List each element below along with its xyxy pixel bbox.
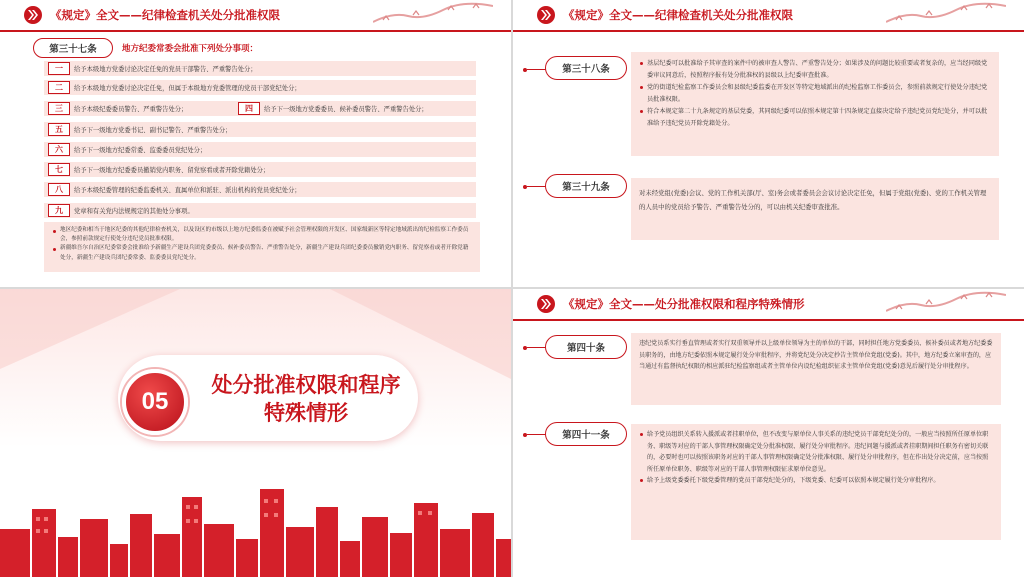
section-number: 05 bbox=[141, 388, 169, 415]
article-40-box: 违纪党员系实行垂直管理或者实行双重领导并以上级单位领导为主的单位的干部，同时担任地方党委委员、候补委员或者地方纪委委员职务的，由地方纪委依照本规定履行处分审批程序，并将党纪处分决定抄告主管单位党组(党委)。其中，地方纪委立案审查的，应当通过有监督执纪权限的相应派驻纪检监察组或者主管单位内设纪检组织征求主管单位党组(党委)意见后履行处分审批程序。 bbox=[631, 333, 1001, 405]
article-label: 第四十一条 bbox=[545, 422, 627, 446]
chevron-logo-icon bbox=[537, 295, 555, 313]
list-item: 九 党章和有关党内法规规定的其他处分事项。 bbox=[48, 203, 194, 217]
great-wall-icon bbox=[886, 291, 1006, 315]
slide-header bbox=[0, 0, 511, 32]
section-title bbox=[196, 371, 416, 427]
slide-header bbox=[513, 0, 1024, 32]
article-label: 第三十九条 bbox=[545, 174, 627, 198]
slide-2[interactable] bbox=[513, 0, 1024, 287]
note-item: 新疆维吾尔自治区纪委常委会批准给予新疆生产建设兵团党委委员、候补委员警告、严重警告处分，新疆生产建设兵团纪委委员撤销党内职务、留党察看或者开除党籍处分，新疆生产建设兵团纪委常委、监委委员党纪处分。 bbox=[52, 244, 472, 262]
chevron-logo-icon bbox=[24, 6, 42, 24]
note-item: 地区纪委和相当于地区纪委的其他纪律检查机关，以及设区的市级以上地方纪委监委在被赋予社会管理权限的开发区、国家级新区等特定地域派出的纪检监察工作委员会，参照前款规定行使处分违纪党员批准权限。 bbox=[52, 226, 472, 244]
slide-1[interactable] bbox=[0, 0, 511, 287]
slide-title: 《规定》全文——纪律检查机关处分批准权限 bbox=[50, 8, 280, 22]
header-divider bbox=[513, 30, 1024, 32]
list-item: 基层纪委可以批准给予其审查的案件中的被审查人警告、严重警告处分；如果涉及的问题比较重要或者复杂的，应当经同级党委审议同意后，按照程序报有处分批准权的县级以上纪委审查批准。 bbox=[639, 58, 991, 82]
slide-3[interactable] bbox=[0, 289, 511, 577]
chevron-logo-icon bbox=[537, 6, 555, 24]
article-39-box: 对未经党组(党委)会议、党的工作机关部(厅、室)务会或者委员会会议讨论决定任免，但属于党组(党委)、党的工作机关管理的人员中的党员给予警告、严重警告处分的，可以由机关纪委审查批准。 bbox=[631, 178, 999, 240]
slide-title: 《规定》全文——纪律检查机关处分批准权限 bbox=[563, 8, 793, 22]
great-wall-icon bbox=[886, 2, 1006, 26]
slide-header bbox=[513, 289, 1024, 321]
list-item: 三 给予本级纪委委员警告、严重警告处分； bbox=[48, 101, 187, 115]
city-skyline-icon bbox=[0, 489, 511, 577]
great-wall-icon bbox=[373, 2, 493, 26]
list-item: 四 给予下一级地方党委委员、候补委员警告、严重警告处分； bbox=[238, 101, 428, 115]
notes-box bbox=[44, 222, 480, 272]
article-label: 第四十条 bbox=[545, 335, 627, 359]
section-number-circle bbox=[122, 369, 188, 435]
list-item: 八 给予本级纪委管理的纪委监委机关、直属单位和派驻、派出机构的党员党纪处分； bbox=[48, 182, 301, 196]
slide-title: 《规定》全文——处分批准权限和程序特殊情形 bbox=[563, 297, 805, 311]
header-divider bbox=[513, 319, 1024, 321]
list-item: 一 给予本级地方党委讨论决定任免的党员干部警告、严重警告处分； bbox=[48, 61, 257, 75]
list-item: 党的街道纪检监察工作委员会和县级纪委监委在开发区等特定地域派出的纪检监察工作委员会，参照前款规定行使处分违纪党员批准权限。 bbox=[639, 82, 991, 106]
section-title-line2: 特殊情形 bbox=[264, 401, 348, 425]
list-item: 六 给予下一级地方纪委常委、监委委员党纪处分； bbox=[48, 142, 206, 156]
header-divider bbox=[0, 30, 511, 32]
article-heading: 地方纪委常委会批准下列处分事项： bbox=[122, 44, 259, 54]
list-item: 符合本规定第二十九条规定的基层党委，其同级纪委可以依照本规定第十四条规定直接决定给予违纪党员党纪处分，并可以批准给予违纪党员开除党籍处分。 bbox=[639, 106, 991, 130]
article-41-box bbox=[631, 424, 1001, 540]
list-item: 七 给予下一级地方纪委委员撤销党内职务、留党察看或者开除党籍处分； bbox=[48, 162, 269, 176]
section-title-line1: 处分批准权限和程序 bbox=[211, 373, 401, 397]
list-item: 五 给予下一级地方党委书记、副书记警告、严重警告处分； bbox=[48, 122, 231, 136]
list-item: 给予党员组织关系转入援派或者挂职单位，但不改变与原单位人事关系的违纪党员干部党纪处分的，一般应当按照所任原单位职务、职级等对应的干部人事管理权限确定处分批准权限、履行处分审批程序。违纪问题与援派或者挂职期间担任职务有密切关联的，必要时也可以按照该职务对应的干部人事管理权限确定处分批准权限、履行处分审批程序，但在作出处分决定前，应当按照所任原单位职务、职级等对应的干部人事管理权限征求原单位意见。 bbox=[639, 429, 993, 475]
article-label: 第三十七条 bbox=[33, 38, 113, 58]
article-label: 第三十八条 bbox=[545, 56, 627, 80]
list-item: 给予上级党委委托下级党委管理的党员干部党纪处分的，下级党委、纪委可以依照本规定履行处分审批程序。 bbox=[639, 475, 993, 487]
list-item: 二 给予本级地方党委讨论决定任免，但属于本级地方党委管理的党员干部党纪处分； bbox=[48, 80, 301, 94]
article-38-box bbox=[631, 52, 999, 156]
slide-4[interactable] bbox=[513, 289, 1024, 577]
